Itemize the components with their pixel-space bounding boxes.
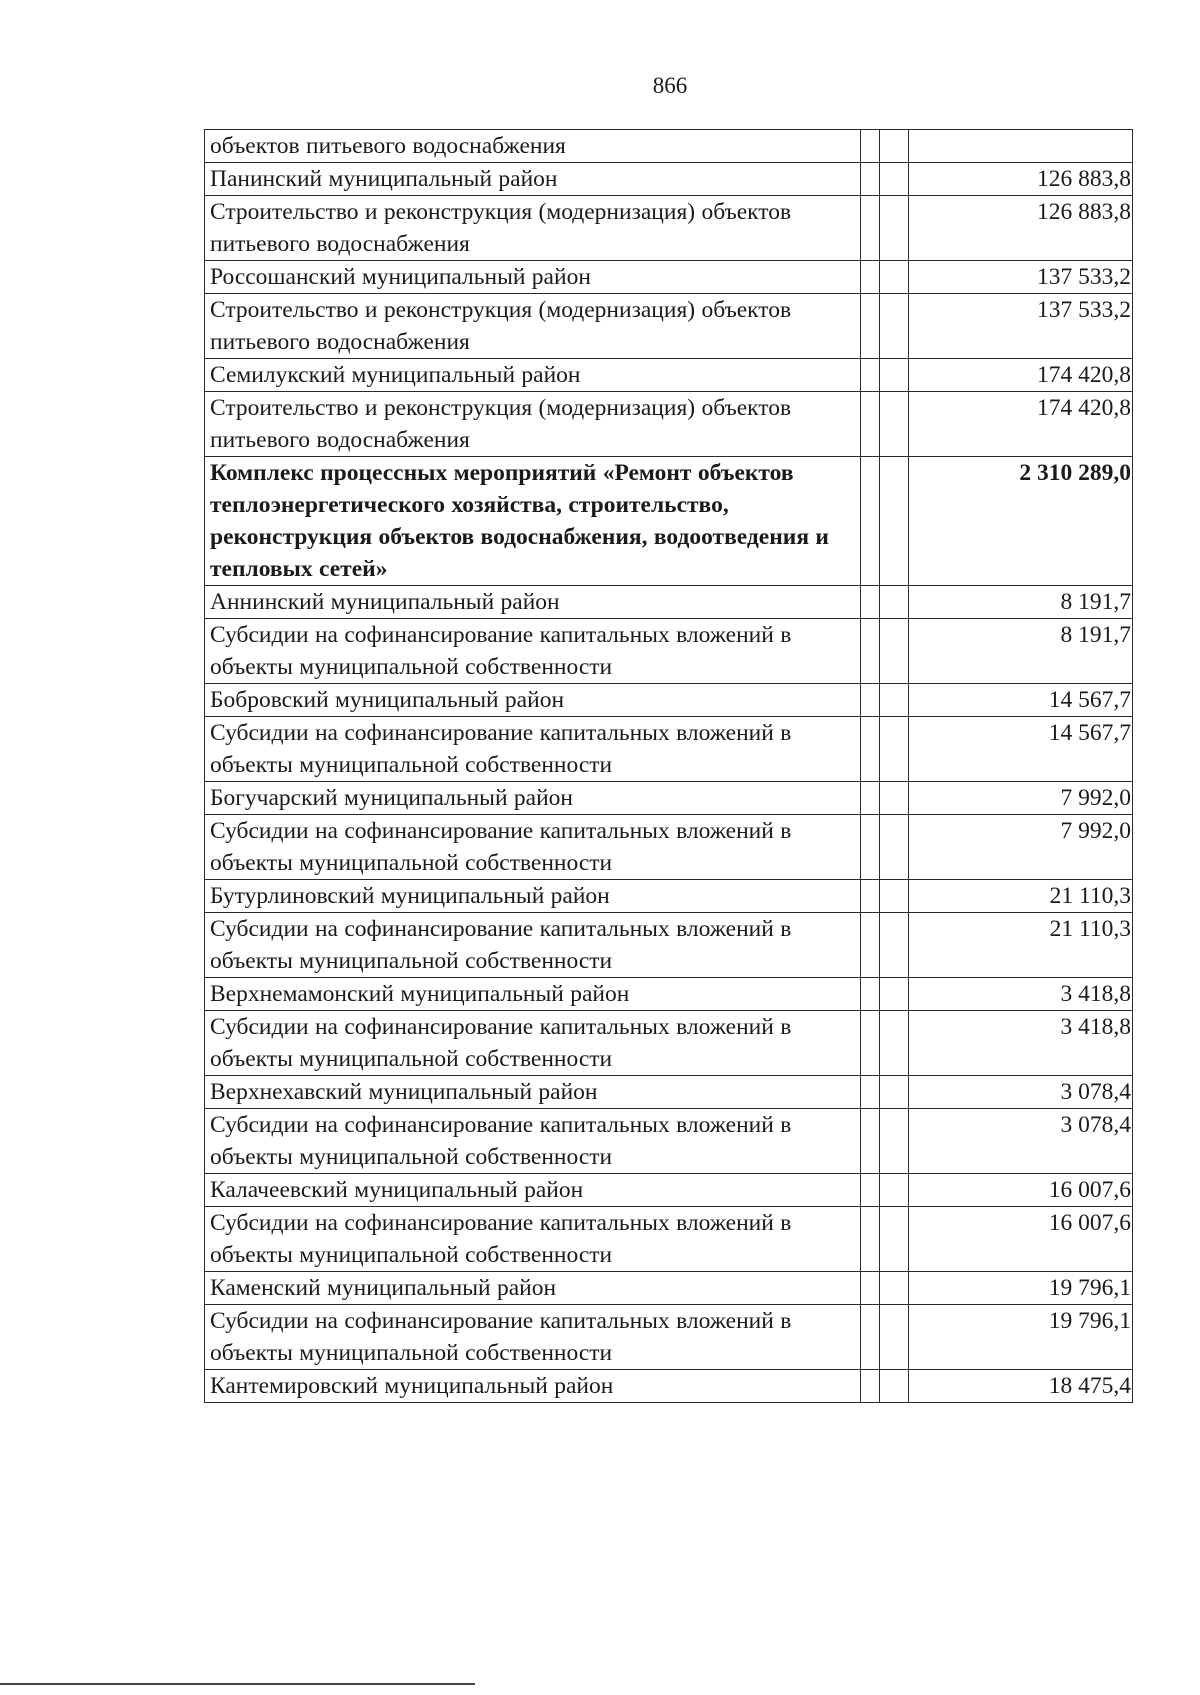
row-code-cell [880, 1272, 909, 1305]
row-name-cell: Субсидии на софинансирование капитальных вложений в объекты муниципальной собственности [205, 1011, 861, 1076]
row-amount-cell [909, 130, 1133, 163]
row-code-cell [880, 1207, 909, 1272]
row-code-cell [880, 196, 909, 261]
row-code-cell [861, 294, 880, 359]
table-row [205, 196, 1133, 261]
row-name-cell: Комплекс процессных мероприятий «Ремонт объектов теплоэнергетического хозяйства, строительство, реконструкция объектов водоснабжения, водоотведения и тепловых сетей» [205, 457, 861, 586]
row-code-cell [880, 261, 909, 294]
table-body [205, 130, 1133, 1403]
row-name-cell: Россошанский муниципальный район [205, 261, 861, 294]
row-code-cell [880, 913, 909, 978]
table-row [205, 880, 1133, 913]
row-name-cell: объектов питьевого водоснабжения [205, 130, 861, 163]
table-row [205, 1207, 1133, 1272]
row-code-cell [880, 457, 909, 586]
table-row [205, 684, 1133, 717]
row-amount-cell: 18 475,4 [909, 1370, 1133, 1403]
row-amount-cell: 21 110,3 [909, 880, 1133, 913]
footer-rule [0, 1683, 475, 1685]
row-amount-cell: 3 078,4 [909, 1109, 1133, 1174]
row-code-cell [861, 359, 880, 392]
row-amount-cell: 19 796,1 [909, 1272, 1133, 1305]
row-amount-cell: 16 007,6 [909, 1174, 1133, 1207]
row-code-cell [861, 913, 880, 978]
row-code-cell [880, 978, 909, 1011]
row-amount-cell: 3 418,8 [909, 978, 1133, 1011]
row-code-cell [880, 1305, 909, 1370]
row-code-cell [861, 457, 880, 586]
row-code-cell [861, 684, 880, 717]
row-code-cell [861, 1076, 880, 1109]
row-amount-cell: 14 567,7 [909, 684, 1133, 717]
row-code-cell [880, 392, 909, 457]
row-code-cell [880, 1011, 909, 1076]
row-name-cell: Строительство и реконструкция (модернизация) объектов питьевого водоснабжения [205, 294, 861, 359]
row-code-cell [861, 1207, 880, 1272]
row-code-cell [880, 130, 909, 163]
table-row [205, 913, 1133, 978]
row-code-cell [880, 684, 909, 717]
row-name-cell: Семилукский муниципальный район [205, 359, 861, 392]
page-number: 866 [652, 73, 688, 98]
row-code-cell [861, 261, 880, 294]
row-name-cell: Субсидии на софинансирование капитальных вложений в объекты муниципальной собственности [205, 815, 861, 880]
table-row [205, 1305, 1133, 1370]
row-code-cell [861, 619, 880, 684]
row-amount-cell: 174 420,8 [909, 359, 1133, 392]
row-amount-cell: 3 418,8 [909, 1011, 1133, 1076]
row-name-cell: Кантемировский муниципальный район [205, 1370, 861, 1403]
row-code-cell [861, 978, 880, 1011]
row-amount-cell: 8 191,7 [909, 586, 1133, 619]
table-row [205, 619, 1133, 684]
row-code-cell [861, 1305, 880, 1370]
row-code-cell [880, 359, 909, 392]
row-name-cell: Бобровский муниципальный район [205, 684, 861, 717]
row-amount-cell: 16 007,6 [909, 1207, 1133, 1272]
row-name-cell: Субсидии на софинансирование капитальных вложений в объекты муниципальной собственности [205, 1207, 861, 1272]
row-code-cell [861, 586, 880, 619]
table-row [205, 717, 1133, 782]
row-code-cell [861, 163, 880, 196]
row-name-cell: Верхнемамонский муниципальный район [205, 978, 861, 1011]
row-amount-cell: 21 110,3 [909, 913, 1133, 978]
row-amount-cell: 137 533,2 [909, 261, 1133, 294]
row-name-cell: Субсидии на софинансирование капитальных вложений в объекты муниципальной собственности [205, 1305, 861, 1370]
table-row [205, 1011, 1133, 1076]
row-code-cell [861, 1109, 880, 1174]
row-code-cell [880, 1174, 909, 1207]
row-amount-cell: 19 796,1 [909, 1305, 1133, 1370]
table-row [205, 782, 1133, 815]
row-code-cell [880, 782, 909, 815]
row-code-cell [880, 815, 909, 880]
row-code-cell [880, 163, 909, 196]
table-row-section [205, 457, 1133, 586]
table-row [205, 1109, 1133, 1174]
row-amount-cell: 8 191,7 [909, 619, 1133, 684]
row-code-cell [880, 880, 909, 913]
table-row [205, 1174, 1133, 1207]
row-code-cell [880, 294, 909, 359]
table-row [205, 586, 1133, 619]
row-code-cell [861, 880, 880, 913]
row-code-cell [861, 815, 880, 880]
row-code-cell [880, 717, 909, 782]
row-name-cell: Субсидии на софинансирование капитальных вложений в объекты муниципальной собственности [205, 717, 861, 782]
budget-table [204, 129, 1133, 1403]
row-name-cell: Калачеевский муниципальный район [205, 1174, 861, 1207]
row-name-cell: Верхнехавский муниципальный район [205, 1076, 861, 1109]
row-amount-cell: 7 992,0 [909, 782, 1133, 815]
table-row [205, 392, 1133, 457]
table-row [205, 1370, 1133, 1403]
row-code-cell [861, 1174, 880, 1207]
row-code-cell [861, 130, 880, 163]
row-name-cell: Каменский муниципальный район [205, 1272, 861, 1305]
row-name-cell: Богучарский муниципальный район [205, 782, 861, 815]
row-code-cell [861, 717, 880, 782]
row-amount-cell: 174 420,8 [909, 392, 1133, 457]
table-row [205, 1272, 1133, 1305]
row-code-cell [880, 1370, 909, 1403]
table-row [205, 163, 1133, 196]
row-name-cell: Строительство и реконструкция (модернизация) объектов питьевого водоснабжения [205, 392, 861, 457]
row-amount-cell: 14 567,7 [909, 717, 1133, 782]
table-row [205, 978, 1133, 1011]
row-name-cell: Субсидии на софинансирование капитальных вложений в объекты муниципальной собственности [205, 1109, 861, 1174]
row-amount-cell: 137 533,2 [909, 294, 1133, 359]
table-row [205, 261, 1133, 294]
row-name-cell: Субсидии на софинансирование капитальных вложений в объекты муниципальной собственности [205, 913, 861, 978]
row-amount-cell: 2 310 289,0 [909, 457, 1133, 586]
table-row [205, 1076, 1133, 1109]
row-name-cell: Бутурлиновский муниципальный район [205, 880, 861, 913]
row-code-cell [861, 782, 880, 815]
row-code-cell [861, 1011, 880, 1076]
table-row [205, 815, 1133, 880]
row-code-cell [861, 392, 880, 457]
row-code-cell [880, 619, 909, 684]
table-row [205, 130, 1133, 163]
row-code-cell [861, 1272, 880, 1305]
row-name-cell: Строительство и реконструкция (модернизация) объектов питьевого водоснабжения [205, 196, 861, 261]
row-amount-cell: 126 883,8 [909, 196, 1133, 261]
row-amount-cell: 126 883,8 [909, 163, 1133, 196]
row-name-cell: Панинский муниципальный район [205, 163, 861, 196]
row-code-cell [861, 196, 880, 261]
table-row [205, 359, 1133, 392]
row-amount-cell: 3 078,4 [909, 1076, 1133, 1109]
row-amount-cell: 7 992,0 [909, 815, 1133, 880]
row-code-cell [880, 586, 909, 619]
row-name-cell: Аннинский муниципальный район [205, 586, 861, 619]
row-code-cell [861, 1370, 880, 1403]
row-name-cell: Субсидии на софинансирование капитальных вложений в объекты муниципальной собственности [205, 619, 861, 684]
row-code-cell [880, 1109, 909, 1174]
row-code-cell [880, 1076, 909, 1109]
table-row [205, 294, 1133, 359]
